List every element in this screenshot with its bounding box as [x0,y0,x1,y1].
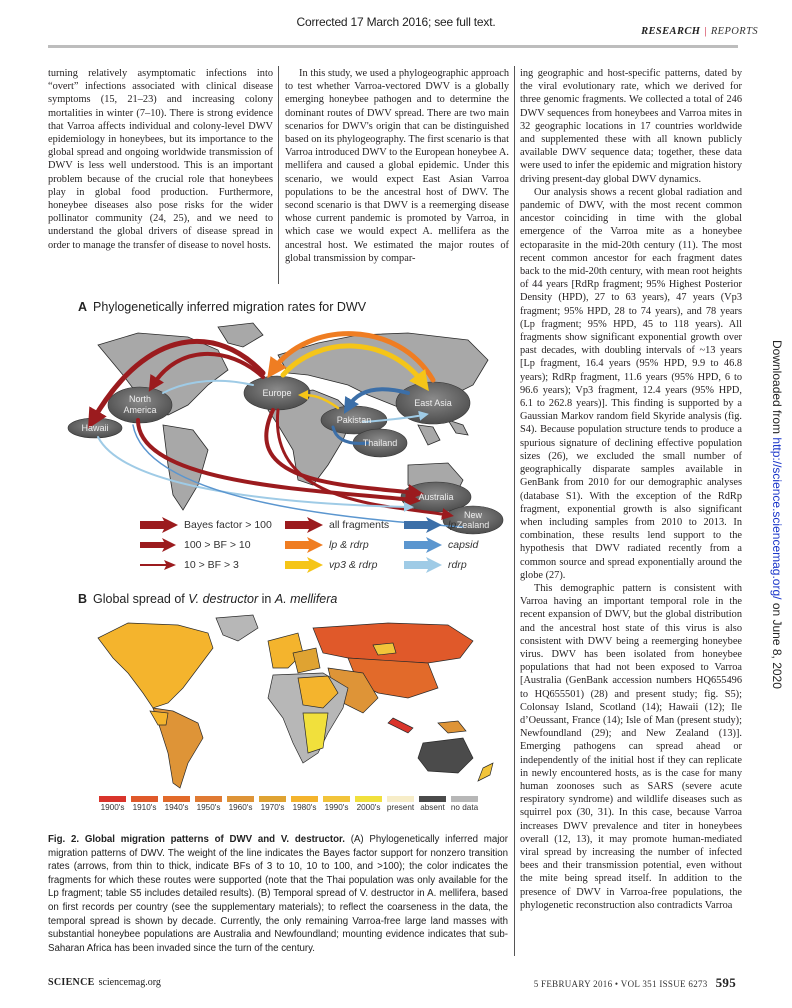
svg-text:New: New [463,510,483,520]
section-label [641,26,758,37]
blue-arrow-icon [404,537,442,553]
swatch [387,796,414,802]
footer-issue: 5 FEBRUARY 2016 • VOL 351 ISSUE 6273 595 [533,975,736,990]
panel-b-title: B Global spread of V. destructor in A. mellifera [78,592,338,606]
legend-item: all fragments [285,517,389,533]
legend-item: 1940's [162,796,191,812]
swatch [419,796,446,802]
legend-item: Bayes factor > 100 [140,517,272,533]
legend-item: rdrp [404,557,467,573]
legend-item: 1950's [194,796,223,812]
light-blue-arrow-icon [404,557,442,573]
subsection-name: REPORTS [710,26,758,37]
legend-item: capsid [404,537,478,553]
swatch [323,796,350,802]
panel-a-title: A Phylogenetically inferred migration rates for DWV [78,300,367,314]
swatch [451,796,478,802]
thick-arrow-icon [140,517,178,533]
svg-text:East Asia: East Asia [414,398,452,408]
correction-note: Corrected 17 March 2016; see full text. [296,15,496,29]
legend-item: lp [404,517,456,533]
svg-text:Australia: Australia [418,492,454,502]
swatch [227,796,254,802]
swatch [99,796,126,802]
legend-item: 1990's [322,796,351,812]
paragraph: In this study, we used a phylogeographic approach to test whether Varroa-vectored DWV is a globally emerging honeybee pathogen and to determine the dominant routes of DWV spread. There are two main scenarios for DWV's origin that can be distinguished based on its phylogeography. The first scenario is that Varroa introduced DWV to the European honeybee A. mellifera and caused a global epidemic. Under this scenario, we would expect East Asian Varroa populations to be the ancestral host of DWV. The second scenario is that DWV is a reemerging disease whose current pandemic is promoted by Varroa, in which case we would expect A. mellifera as the ancestral host. We estimated the major routes of global transmission by compar- [285,68,509,264]
svg-text:Zealand: Zealand [456,520,490,530]
legend-item: vp3 & rdrp [285,557,377,573]
paragraph: ing geographic and host-specific patterns, dated by the viral evolutionary rate, which we derived for three genomic fragments. We collected a total of 246 DWV sequences from honeybees and Varroa mites in 32 geographic locations in 17 countries worldwide and supplemented these with all known publicly available DWV sequence data; together, these data were used to infer the epidemic and migration history driving present-day global DWV dynamics. [520,68,742,185]
legend-item: 100 > BF > 10 [140,537,251,553]
svg-text:Thailand: Thailand [362,438,398,448]
legend-item: no data [450,796,479,812]
figure-caption: Fig. 2. Global migration patterns of DWV and V. destructor. (A) Phylogenetically inferred major migration patterns of DWV. The weight of the line indicates the Bayes factor support for nonzero transition rates (arrows, from thin to thick, indicate BFs of 3 to 10, 10 to 100, and >100); the color indicates the fragments for which these routes were supported (note that the Thai population was only available for the Lp fragment; table S5 includes detailed results). (B) Temporal spread of V. destructor in A. mellifera, based on first records per country (see the supplementary materials); to reflect the coarseness in the data, the temporal spread is shown by decade. Currently, the only remaining Varroa-free large land masses with substantial honeybee populations are Australia and Newfoundland; mounting evidence indicates that sub-Saharan Africa has been invaded since the turn of the century. [48,834,508,954]
legend-item: absent [418,796,447,812]
download-note: Downloaded from http://science.sciencemag.org/ on June 8, 2020 [770,340,784,689]
svg-text:Hawaii: Hawaii [81,423,109,433]
section-separator: | [704,26,707,37]
orange-arrow-icon [285,537,323,553]
column-divider [514,66,515,956]
medium-arrow-icon [140,537,178,553]
thin-arrow-icon [140,557,178,573]
download-link[interactable]: http://science.sciencemag.org/ [770,437,784,600]
legend-item: lp & rdrp [285,537,369,553]
swatch [355,796,382,802]
figure-2 [48,295,510,825]
legend-item: 1980's [290,796,319,812]
panel-a-legend [140,517,500,587]
paragraph: This demographic pattern is consistent with Varroa having an important temporal role in the recent expansion of DWV, but the global distribution and the ancestral host state of this virus is also consistent with DWV being a reemerging honeybee virus. DWV has been isolated from honeybee populations that had not been exposed to Varroa [Australia (GenBank accession numbers HQ655496 to HQ655501) (28) and present study; fig. S5); Colonsay Island, Scotland (14); Hawaii (12); Ile d’Oeussant, France (14); Isle of Man (present study); Newfoundland (29); and New Zealand (13)]. Emerging pathogens can spread ahead or independently of the initial host if they can replicate in newly encountered hosts, as is the case for many human zoonoses such as SARS (severe acute respiratory syndrome) and wildlife diseases such as squirrel pox (30, 31). In this case, because Varroa increases DWV prevalence and titer in honeybees overall (12, 13), it may promote human-mediated viral spread by increasing the number of infected bees and their transmission potential, even without the mite being spread itself. In addition to the presence of DWV in Varroa-free populations, the phylogenetic reconstruction also contradicts Varroa [520,582,742,911]
paragraph: turning relatively asymptomatic infections into “overt” infections associated with clinical disease symptoms (15, 21–23) and increasing colony mortalities in winter (7–10). There is strong evidence that Varroa affects individual and colony-level DWV epidemiology in honeybees, but its importance to the global spread and ongoing worldwide transmission of DWV is less well understood. This is an important problem because of the crucial role that honeybees play in global food production. Furthermore, honeybee diseases also pose risks for the wider pollinator community (24, 25), and we need to understand the global drivers of disease spread in order to manage the transfer of disease to novel hosts. [48,68,273,251]
svg-text:Pakistan: Pakistan [336,415,372,425]
text-column-3 [520,67,742,912]
yellow-arrow-icon [285,557,323,573]
legend-item: present [386,796,415,812]
legend-item: 1960's [226,796,255,812]
text-column-2 [285,67,509,265]
panel-b-legend [98,796,479,812]
column-divider [278,66,279,284]
footer-journal: SCIENCE sciencemag.org [48,977,161,988]
legend-item: 10 > BF > 3 [140,557,239,573]
section-name: RESEARCH [641,26,701,37]
text-column-1 [48,67,273,252]
swatch [131,796,158,802]
swatch [259,796,286,802]
swatch [291,796,318,802]
paragraph: Our analysis shows a recent global radiation and pandemic of DWV, with the most recent common ancestor coinciding in time with the global emergence of the Varroa mite as a honeybee ectoparasite in the mid-20th century (11). The most recent common ancestor for each fragment dates back to the mid-20th century, with mean root heights of 44 years [RdRp fragment; 95% Highest Posterior Density (HPD), 27 to 63 years), 47 years (Vp3 fragment; 95% HPD, 28 to 74 years), and 78 years (Lp fragment; 95% HPD, 45 to 118 years). All fragments show significant exponential growth over past decades, with doubling intervals of ~13 years [Lp fragment, 16.4 years (95% HPD, 9.9 to 46.8 years); RdRp fragment, 11.6 years (95% HPD, 6 to 96.6 years); Vp3 fragment, 12.4 years (95% HPD, 6.1 to 262.8 years)]. This finding is supported by a Gaussian Markov random field Skyride analysis (fig. S4). Because population structure tends to produce a spurious signature of declining effective population sizes (26), we excluded the small number of geographically disparate samples available in GenBank from 2010 for our demographic analyses (database S1). With the exception of the RdRp fragment, exponential growth is also significant when including samples from 2010 to 2013. In combination, these results lend support to the hypothesis that DWV radiated recently from a common source and spread exponentially around the globe (27). [520,186,742,581]
legend-item: 2000's [354,796,383,812]
page-number: 595 [715,975,736,990]
svg-text:Europe: Europe [262,388,292,398]
varroa-spread-map [88,613,508,793]
legend-item: 1970's [258,796,287,812]
legend-item: 1900's [98,796,127,812]
svg-text:America: America [123,405,157,415]
header-rule [48,45,738,48]
dark-blue-arrow-icon [404,517,442,533]
svg-text:North: North [128,394,152,404]
legend-item: 1910's [130,796,159,812]
swatch [163,796,190,802]
swatch [195,796,222,802]
red-arrow-icon [285,517,323,533]
